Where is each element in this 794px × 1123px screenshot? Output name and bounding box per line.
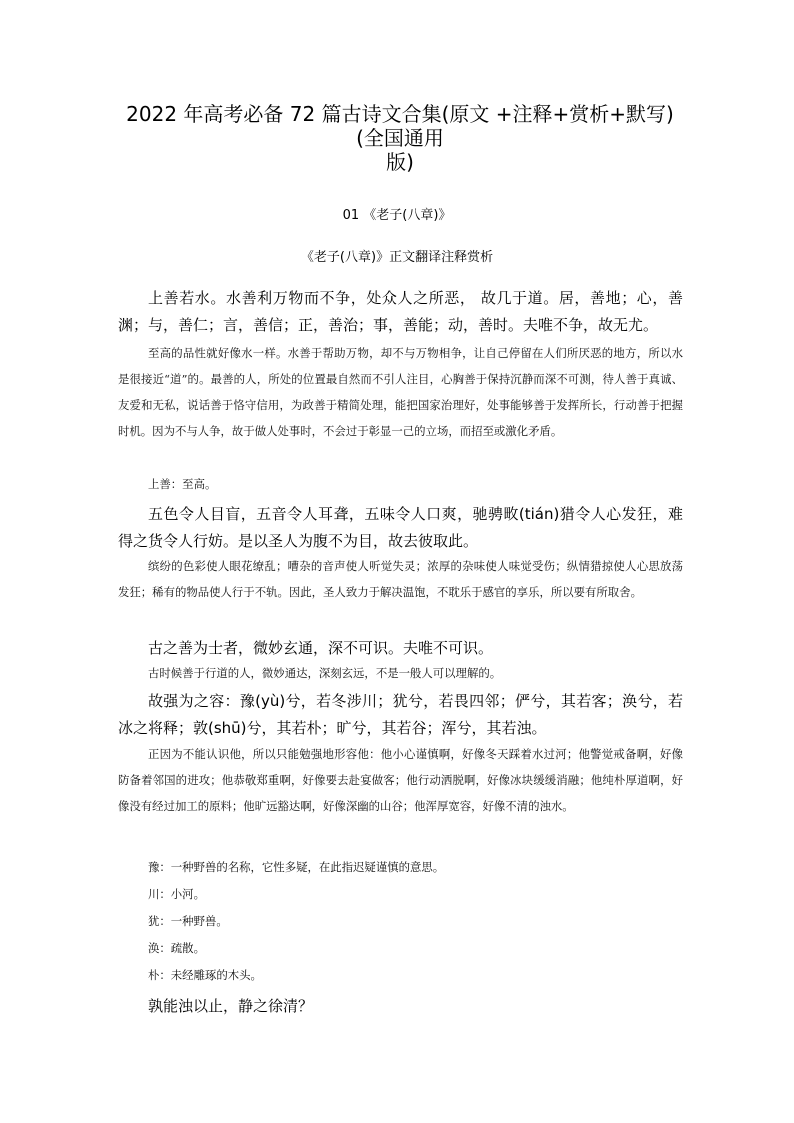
- original-text-paragraph: 五色令人目盲，五音令人耳聋，五味令人口爽，驰骋畋(tián)猎令人心发狂，难得之货令人行妨。是以圣人为腹不为目，故去彼取此。: [118, 505, 683, 550]
- translation-paragraph: 正因为不能认识他，所以只能勉强地形容他：他小心谨慎啊，好像冬天踩着水过河；他警觉戒备啊，好像防备着邻国的进攻；他恭敬郑重啊，好像要去赴宴做客；他行动洒脱啊，好像冰块缓缓消融；他纯朴厚道啊，好像没有经过加工的原料；他旷远豁达啊，好像深幽的山谷；他浑厚宽容，好像不清的浊水。: [118, 747, 683, 813]
- document-title-line-2: 版): [386, 150, 414, 174]
- document-title-line-1: 2022 年高考必备 72 篇古诗文合集(原文 +注释+赏析+默写) (全国通用: [126, 102, 674, 150]
- translation-paragraph: 缤纷的色彩使人眼花缭乱；嘈杂的音声使人听觉失灵；浓厚的杂味使人味觉受伤；纵情猎掠使人心思放荡发狂；稀有的物品使人行于不轨。因此，圣人致力于解决温饱，不耽乐于感官的享乐，所以要有所取舍。: [118, 559, 683, 599]
- original-text-paragraph: 孰能浊以止，静之徐清？: [148, 997, 314, 1015]
- annotation-note: 犹：一种野兽。: [148, 914, 228, 928]
- original-text-paragraph: 古之善为士者，微妙玄通，深不可识。夫唯不可识。: [148, 639, 494, 657]
- annotation-note: 川：小河。: [148, 887, 205, 901]
- annotation-note: 豫：一种野兽的名称，它性多疑，在此指迟疑谨慎的意思。: [148, 860, 445, 874]
- translation-paragraph: 古时候善于行道的人，微妙通达，深刻玄远，不是一般人可以理解的。: [148, 666, 502, 680]
- translation-paragraph: 至高的品性就好像水一样。水善于帮助万物，却不与万物相争，让自己停留在人们所厌恶的地方，所以水是很接近“道”的。最善的人，所处的位置最自然而不引人注目，心胸善于保持沉静而深不可测，待人善于真诚、友爱和无私，说话善于恪守信用，为政善于精简处理，能把国家治理好，处事能够善于发挥所长，行动善于把握时机。因为不与人争，故于做人处事时，不会过于彰显一己的立场，而招至或激化矛盾。: [118, 346, 683, 438]
- original-text-paragraph: 故强为之容：豫(yù)兮，若冬涉川；犹兮，若畏四邻；俨兮，其若客；涣兮，若冰之将释；敦(shū)兮，其若朴；旷兮，其若谷；浑兮，其若浊。: [118, 692, 683, 737]
- annotation-note: 上善：至高。: [148, 477, 217, 491]
- section-heading: 01 《老子(八章)》: [342, 208, 452, 223]
- original-text-paragraph: 上善若水。水善利万物而不争，处众人之所恶， 故几于道。居，善地；心，善渊；与，善仁；言，善信；正，善治；事，善能；动，善时。夫唯不争，故无尤。: [118, 289, 683, 334]
- annotation-note: 涣：疏散。: [148, 941, 205, 955]
- annotation-note: 朴：未经雕琢的木头。: [148, 968, 262, 982]
- sub-heading: 《老子(八章)》正文翻译注释赏析: [300, 250, 494, 265]
